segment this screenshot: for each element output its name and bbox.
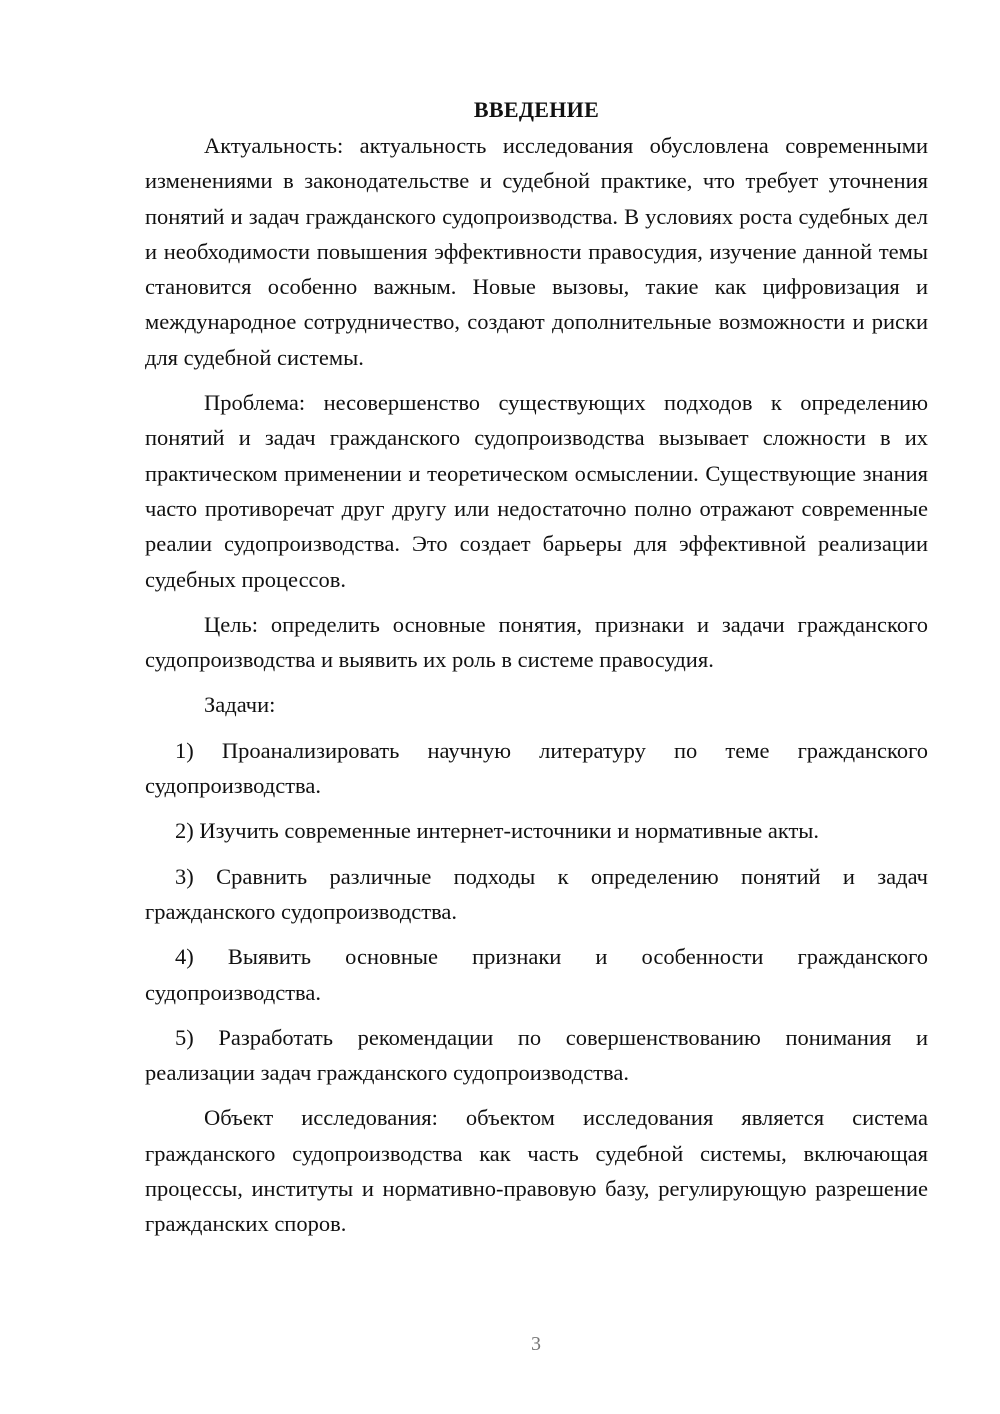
relevance-paragraph: Актуальность: актуальность исследования обусловлена современными изменениями в законодательстве и судебной практике, что требует уточнения понятий и задач гражданского судопроизводства. В условиях роста судебных дел и необходимости повышения эффективности правосудия, изучение данной темы становится особенно важным. Новые вызовы, такие как цифровизация и международное сотрудничество, создают дополнительные возможности и риски для судебной системы. (145, 133, 928, 370)
object-paragraph: Объект исследования: объектом исследования является система гражданского судопроизводства как часть судебной системы, включающая процессы, институты и нормативно-правовую базу, регулирующую разрешение гражданских споров. (145, 1105, 928, 1237)
task-item-5: 5) Разработать рекомендации по совершенствованию понимания и реализации задач гражданского судопроизводства. (145, 1024, 928, 1086)
goal-paragraph: Цель: определить основные понятия, признаки и задачи гражданского судопроизводства и выявить их роль в системе правосудия. (145, 611, 928, 673)
page-number: 3 (531, 1333, 541, 1355)
task-item-4: 4) Выявить основные признаки и особенности гражданского судопроизводства. (145, 944, 928, 1005)
task-item-3: 3) Сравнить различные подходы к определению понятий и задач гражданского судопроизводства. (145, 863, 928, 924)
task-item-2: 2) Изучить современные интернет-источники и нормативные акты. (175, 818, 820, 844)
task-item-1: 1) Проанализировать научную литературу по теме гражданского судопроизводства. (145, 737, 928, 799)
document-title: ВВЕДЕНИЕ (473, 97, 600, 122)
document-page (145, 92, 928, 1242)
problem-paragraph: Проблема: несовершенство существующих подходов к определению понятий и задач гражданского судопроизводства вызывает сложности в их практическом применении и теоретическом осмыслении. Существующие знания часто противоречат друг другу или недостаточно полно отражают современные реалии судопроизводства. Это создает барьеры для эффективной реализации судебных процессов. (145, 390, 928, 592)
tasks-heading: Задачи: (204, 692, 276, 718)
